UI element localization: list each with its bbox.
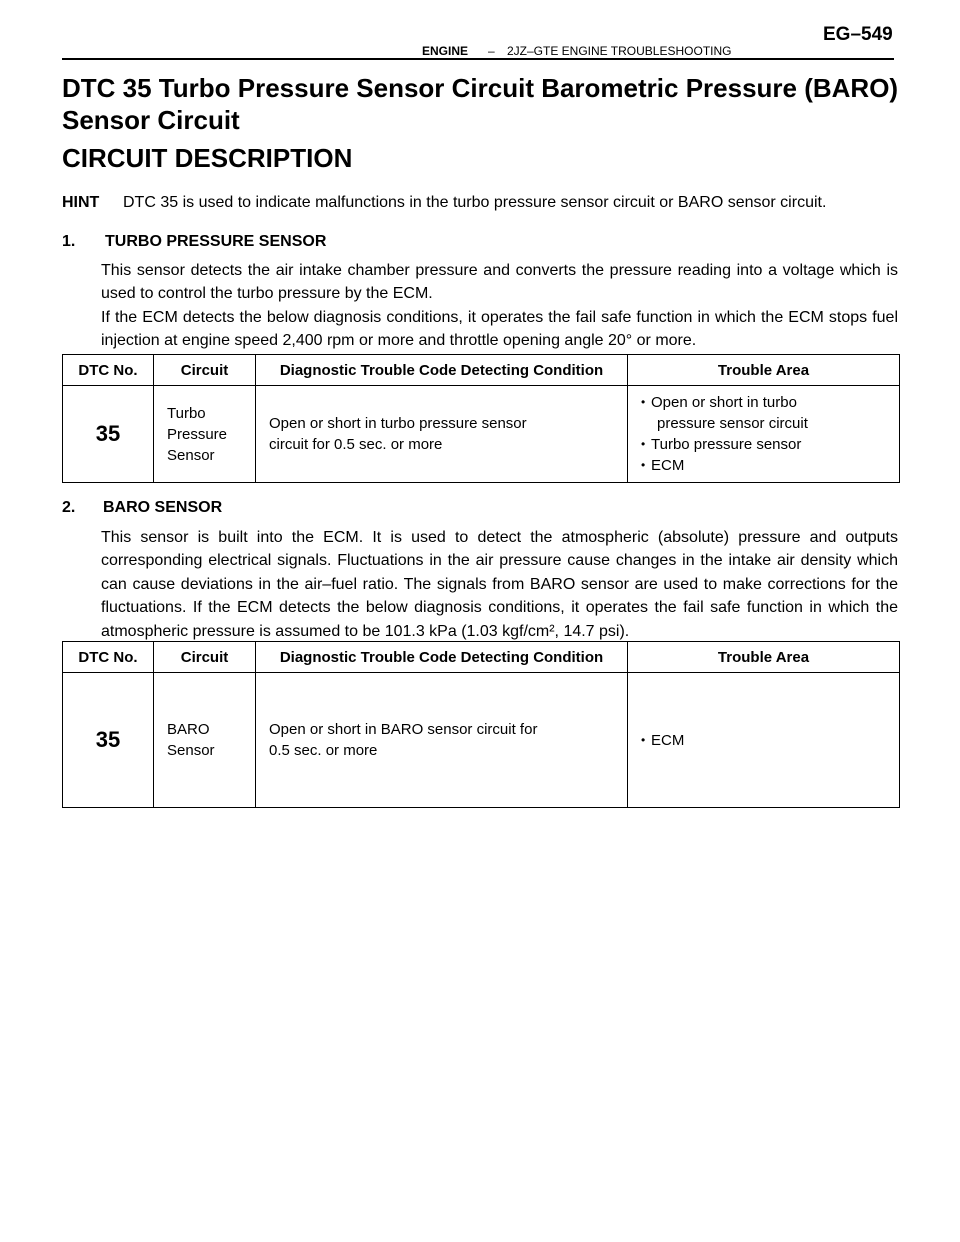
header-rule [62, 58, 894, 60]
condition-line: 0.5 sec. or more [269, 742, 378, 759]
dtc-code: 35 [63, 673, 154, 808]
bullet-icon: • [641, 395, 646, 409]
condition-line: Open or short in BARO sensor circuit for [269, 721, 538, 738]
circuit-line: Pressure [167, 425, 228, 443]
item2-paragraph: This sensor is built into the ECM. It is used to detect the atmospheric (absolute) pressure and outputs corresponding electrical signals. Fluctuations in the air pressure cause changes in the intake air density which can cause deviations in the air–fuel ratio. The signals from BARO sensor are used to make corrections for the fluctuations. If the ECM detects the below diagnosis conditions, it operates the fail safe function in which the atmospheric pressure is assumed to be 101.3 kPa (1.03 kgf/cm², 14.7 psi). [101, 529, 898, 640]
header-dash: – [488, 44, 495, 58]
trouble-area-item [641, 434, 899, 455]
circuit-line: Turbo [167, 404, 206, 422]
bullet-icon: • [641, 732, 646, 747]
hint-label: HINT [62, 194, 100, 211]
item1-title: TURBO PRESSURE SENSOR [105, 233, 327, 250]
trouble-area-item [641, 730, 899, 751]
dtc-code: 35 [63, 386, 154, 483]
trouble-area-cell [628, 386, 900, 483]
bullet-icon: • [641, 458, 646, 472]
trouble-area-text: Turbo pressure sensor [651, 436, 802, 453]
col-trouble-area: Trouble Area [628, 642, 900, 673]
trouble-area-item [641, 455, 899, 476]
dtc-table-turbo [62, 354, 900, 483]
page-title [62, 72, 902, 136]
trouble-area-text: ECM [651, 731, 685, 749]
circuit-line: Sensor [167, 742, 215, 759]
table-row [63, 673, 900, 808]
item1-paragraph-1: This sensor detects the air intake chamber pressure and converts the pressure reading into a voltage which is used to control the turbo pressure by the ECM. [101, 262, 898, 303]
col-circuit: Circuit [154, 355, 256, 386]
hint-text: DTC 35 is used to indicate malfunctions in the turbo pressure sensor circuit or BARO sensor circuit. [123, 194, 827, 211]
dtc-table-baro [62, 641, 900, 808]
condition-line: circuit for 0.5 sec. or more [269, 436, 443, 453]
col-trouble-area: Trouble Area [628, 355, 900, 386]
table-row [63, 386, 900, 483]
col-circuit: Circuit [154, 642, 256, 673]
trouble-area-cell [628, 673, 900, 808]
item1-number: 1. [62, 233, 76, 250]
condition-cell [256, 673, 628, 808]
header-subsection: 2JZ–GTE ENGINE TROUBLESHOOTING [507, 44, 732, 58]
circuit-line: BARO [167, 721, 210, 738]
item2-number: 2. [62, 499, 76, 516]
item2-title: BARO SENSOR [103, 499, 223, 516]
table-header-row [63, 642, 900, 673]
trouble-area-item [641, 392, 899, 413]
header-section: ENGINE [422, 44, 469, 58]
page-title-line2: Sensor Circuit [62, 105, 240, 135]
table-header-row [63, 355, 900, 386]
trouble-area-text: ECM [651, 457, 685, 474]
condition-line: Open or short in turbo pressure sensor [269, 415, 527, 432]
page-title-line1: DTC 35 Turbo Pressure Sensor Circuit Barometric Pressure (BARO) [62, 73, 899, 103]
circuit-cell [154, 386, 256, 483]
condition-cell [256, 386, 628, 483]
bullet-icon: • [641, 437, 646, 451]
section-title: CIRCUIT DESCRIPTION [62, 143, 353, 173]
trouble-area-continuation: pressure sensor circuit [657, 415, 808, 432]
trouble-area-text: Open or short in turbo [651, 394, 797, 411]
col-dtc-no: DTC No. [63, 355, 154, 386]
page-number: EG–549 [823, 24, 893, 45]
item1-paragraph-2: If the ECM detects the below diagnosis conditions, it operates the fail safe function in which the ECM stops fuel injection at engine speed 2,400 rpm or more and throttle opening angle 20° or more. [101, 309, 898, 350]
circuit-line: Sensor [167, 446, 215, 464]
col-condition: Diagnostic Trouble Code Detecting Condition [256, 355, 628, 386]
circuit-cell [154, 673, 256, 808]
col-condition: Diagnostic Trouble Code Detecting Condition [256, 642, 628, 673]
col-dtc-no: DTC No. [63, 642, 154, 673]
